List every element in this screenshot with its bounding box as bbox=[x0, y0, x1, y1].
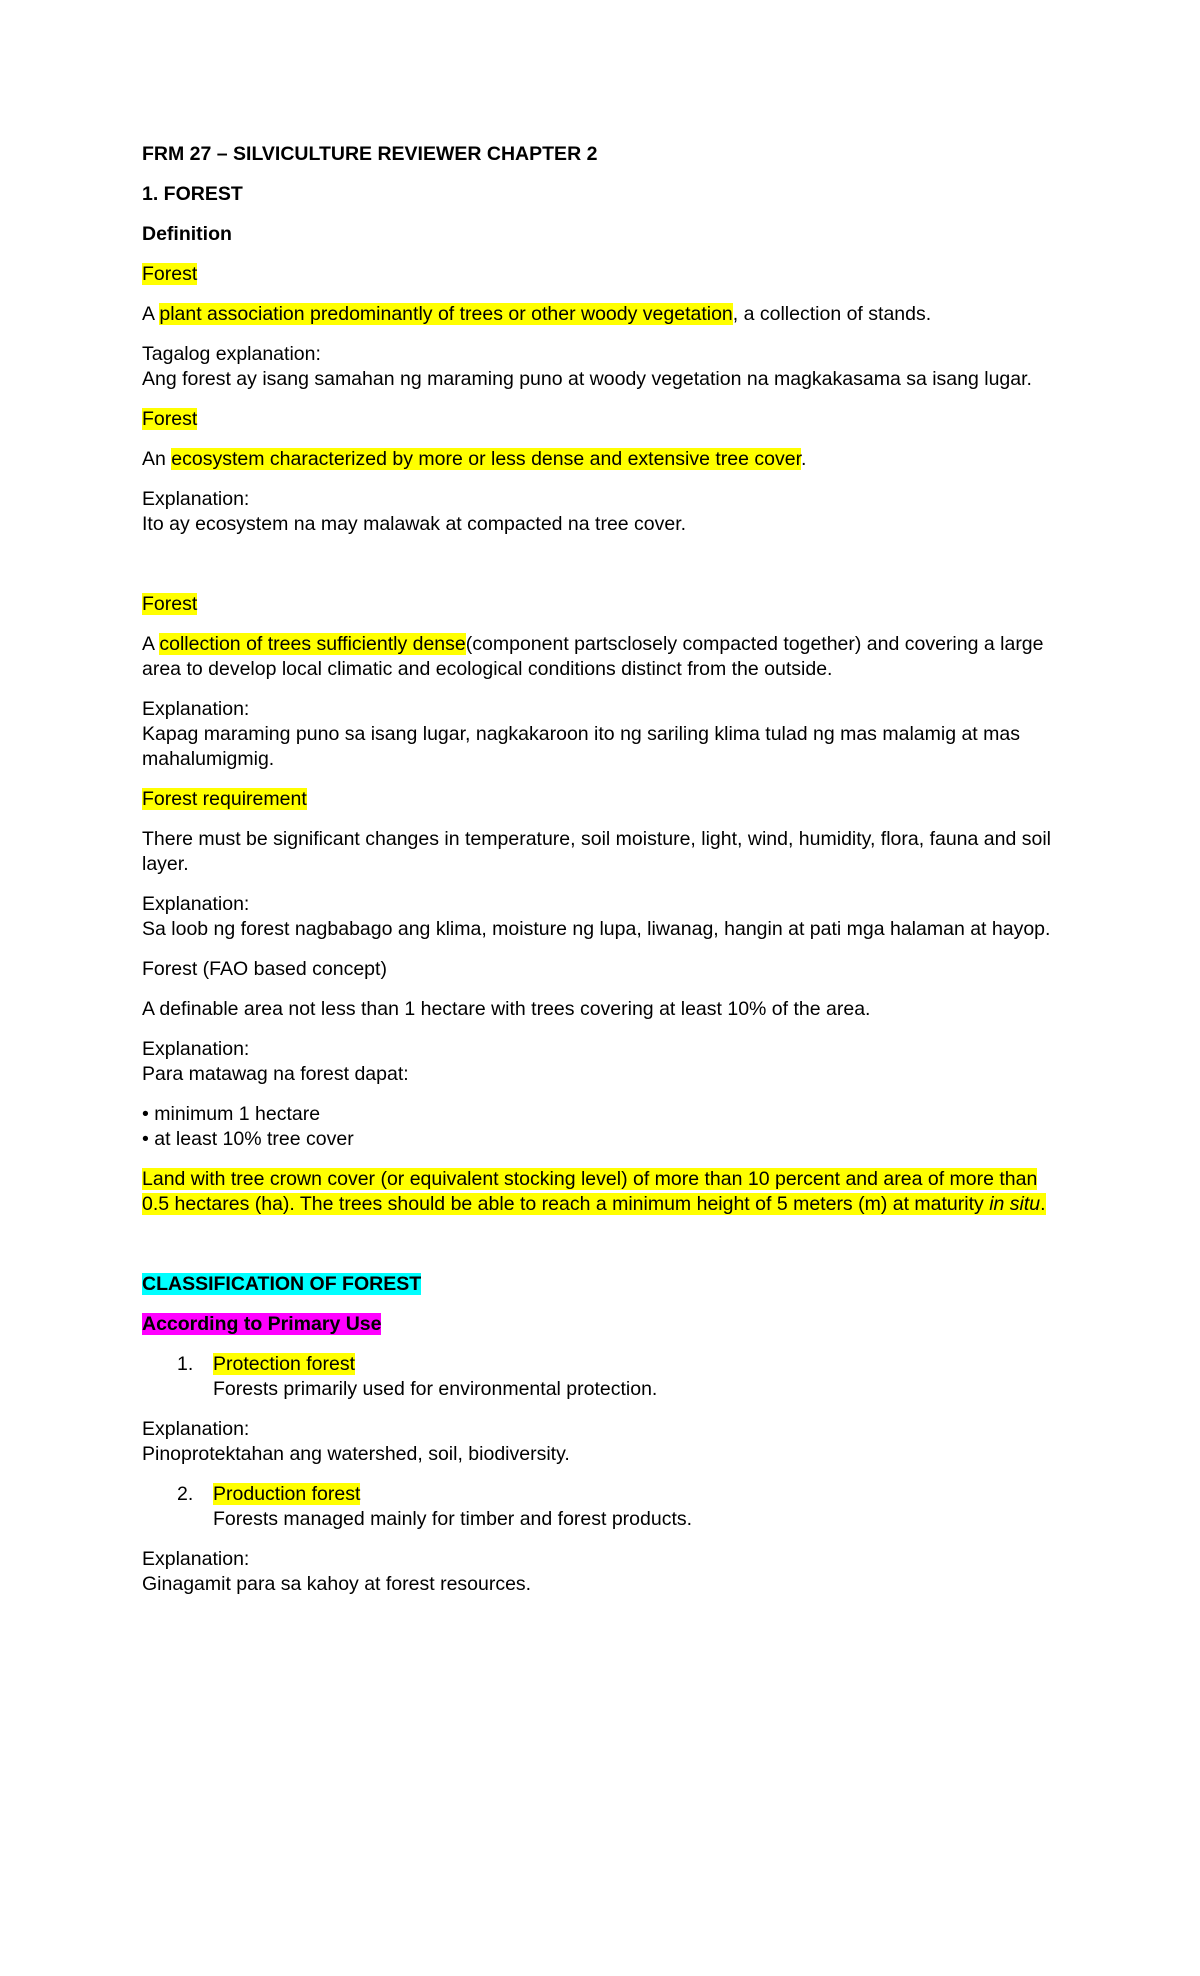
list-item-number: 2. bbox=[177, 1483, 194, 1505]
in-situ-italic: in situ bbox=[989, 1193, 1041, 1215]
classification-subheading: According to Primary Use bbox=[142, 1313, 382, 1335]
requirement-term: Forest requirement bbox=[142, 788, 307, 810]
def3-highlight: collection of trees sufficiently dense bbox=[159, 633, 466, 655]
def3-text-line2: area to develop local climatic and ecological conditions distinct from the outside. bbox=[142, 658, 833, 680]
fao-text: A definable area not less than 1 hectare with trees covering at least 10% of the area. bbox=[142, 998, 871, 1020]
fao-term: Forest (FAO based concept) bbox=[142, 958, 387, 980]
def2-text: An ecosystem characterized by more or less dense and extensive tree cover. bbox=[142, 448, 807, 470]
item2-explanation-label: Explanation: bbox=[142, 1548, 250, 1570]
list-item-desc: Forests primarily used for environmental protection. bbox=[213, 1378, 658, 1400]
list-item-number: 1. bbox=[177, 1353, 194, 1375]
def1-highlight: plant association predominantly of trees or other woody vegetation bbox=[159, 303, 733, 325]
item2-explanation-text: Ginagamit para sa kahoy at forest resources. bbox=[142, 1573, 532, 1595]
def2-explanation-label: Explanation: bbox=[142, 488, 250, 510]
def2-explanation-text: Ito ay ecosystem na may malawak at compacted na tree cover. bbox=[142, 513, 687, 535]
fao-explanation-label: Explanation: bbox=[142, 1038, 250, 1060]
def1-explanation-label: Tagalog explanation: bbox=[142, 343, 321, 365]
list-item-name: Production forest bbox=[213, 1483, 361, 1505]
section-heading-forest: 1. FOREST bbox=[142, 183, 243, 205]
list-item bbox=[142, 1482, 1062, 1532]
document-page bbox=[142, 0, 1062, 1976]
def1-term: Forest bbox=[142, 263, 198, 285]
fao-land-line2: 0.5 hectares (ha). The trees should be able to reach a minimum height of 5 meters (m) at maturity in situ. bbox=[142, 1193, 1046, 1215]
list-item bbox=[142, 1352, 1062, 1402]
def3-explanation-label: Explanation: bbox=[142, 698, 250, 720]
definition-heading: Definition bbox=[142, 223, 232, 245]
def1-explanation-text: Ang forest ay isang samahan ng maraming puno at woody vegetation na magkakasama sa isang lugar. bbox=[142, 368, 1032, 390]
document-title: FRM 27 – SILVICULTURE REVIEWER CHAPTER 2 bbox=[142, 143, 598, 165]
item1-explanation-label: Explanation: bbox=[142, 1418, 250, 1440]
def3-explanation-line2: mahalumigmig. bbox=[142, 748, 275, 770]
def3-explanation-line1: Kapag maraming puno sa isang lugar, nagkakaroon ito ng sariling klima tulad ng mas malamig at mas bbox=[142, 723, 1020, 745]
def2-term: Forest bbox=[142, 408, 198, 430]
list-item-desc: Forests managed mainly for timber and forest products. bbox=[213, 1508, 693, 1530]
fao-explanation-text: Para matawag na forest dapat: bbox=[142, 1063, 409, 1085]
fao-land-line1: Land with tree crown cover (or equivalent stocking level) of more than 10 percent and area of more than bbox=[142, 1168, 1038, 1190]
fao-bullet-2: • at least 10% tree cover bbox=[142, 1128, 354, 1150]
item1-explanation-text: Pinoprotektahan ang watershed, soil, biodiversity. bbox=[142, 1443, 570, 1465]
fao-bullet-1: • minimum 1 hectare bbox=[142, 1103, 321, 1125]
requirement-explanation-text: Sa loob ng forest nagbabago ang klima, moisture ng lupa, liwanag, hangin at pati mga halaman at hayop. bbox=[142, 918, 1051, 940]
classification-heading: CLASSIFICATION OF FOREST bbox=[142, 1273, 422, 1295]
requirement-line1: There must be significant changes in temperature, soil moisture, light, wind, humidity, flora, fauna and soil bbox=[142, 828, 1052, 850]
def3-text-line1: A collection of trees sufficiently dense(component partsclosely compacted together) and covering a large bbox=[142, 633, 1044, 655]
requirement-explanation-label: Explanation: bbox=[142, 893, 250, 915]
def3-term: Forest bbox=[142, 593, 198, 615]
def1-text: A plant association predominantly of trees or other woody vegetation, a collection of stands. bbox=[142, 303, 932, 325]
def2-highlight: ecosystem characterized by more or less dense and extensive tree cover bbox=[171, 448, 802, 470]
requirement-line2: layer. bbox=[142, 853, 189, 875]
list-item-name: Protection forest bbox=[213, 1353, 355, 1375]
